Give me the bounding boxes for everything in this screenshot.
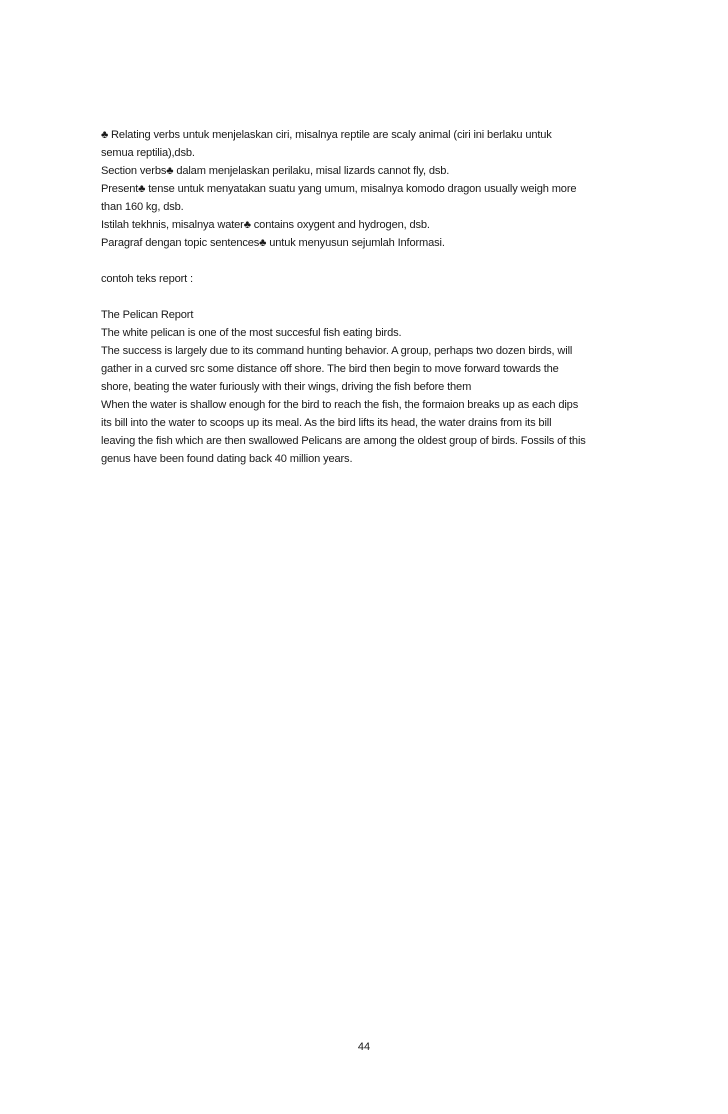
blank-line bbox=[101, 288, 661, 306]
text-line: Istilah tekhnis, misalnya water♣ contains oxygent and hydrogen, dsb. bbox=[101, 219, 430, 231]
text-line: When the water is shallow enough for the bird to reach the fish, the formaion breaks up as each dips bbox=[101, 399, 579, 411]
text-line: than 160 kg, dsb. bbox=[101, 201, 184, 213]
text-line: ♣ Relating verbs untuk menjelaskan ciri, misalnya reptile are scaly animal (ciri ini berlaku untuk bbox=[101, 129, 552, 141]
document-body bbox=[101, 126, 661, 468]
text-line: The white pelican is one of the most succesful fish eating birds. bbox=[101, 327, 402, 339]
text-line: semua reptilia),dsb. bbox=[101, 147, 195, 159]
report-title: The Pelican Report bbox=[101, 309, 194, 321]
text-line: Present♣ tense untuk menyatakan suatu yang umum, misalnya komodo dragon usually weigh more bbox=[101, 183, 577, 195]
text-line: contoh teks report : bbox=[101, 273, 193, 285]
text-line: The success is largely due to its command hunting behavior. A group, perhaps two dozen birds, will bbox=[101, 345, 573, 357]
text-line: Section verbs♣ dalam menjelaskan perilaku, misal lizards cannot fly, dsb. bbox=[101, 165, 450, 177]
blank-line bbox=[101, 252, 661, 270]
text-line: shore, beating the water furiously with their wings, driving the fish before them bbox=[101, 381, 472, 393]
text-line: Paragraf dengan topic sentences♣ untuk menyusun sejumlah Informasi. bbox=[101, 237, 445, 249]
page-number: 44 bbox=[357, 1041, 371, 1053]
text-line: genus have been found dating back 40 million years. bbox=[101, 453, 353, 465]
text-line: leaving the fish which are then swallowed Pelicans are among the oldest group of birds. Fossils of this bbox=[101, 435, 586, 447]
text-line: its bill into the water to scoops up its meal. As the bird lifts its head, the water drains from its bill bbox=[101, 417, 552, 429]
text-line: gather in a curved src some distance off shore. The bird then begin to move forward towards the bbox=[101, 363, 559, 375]
